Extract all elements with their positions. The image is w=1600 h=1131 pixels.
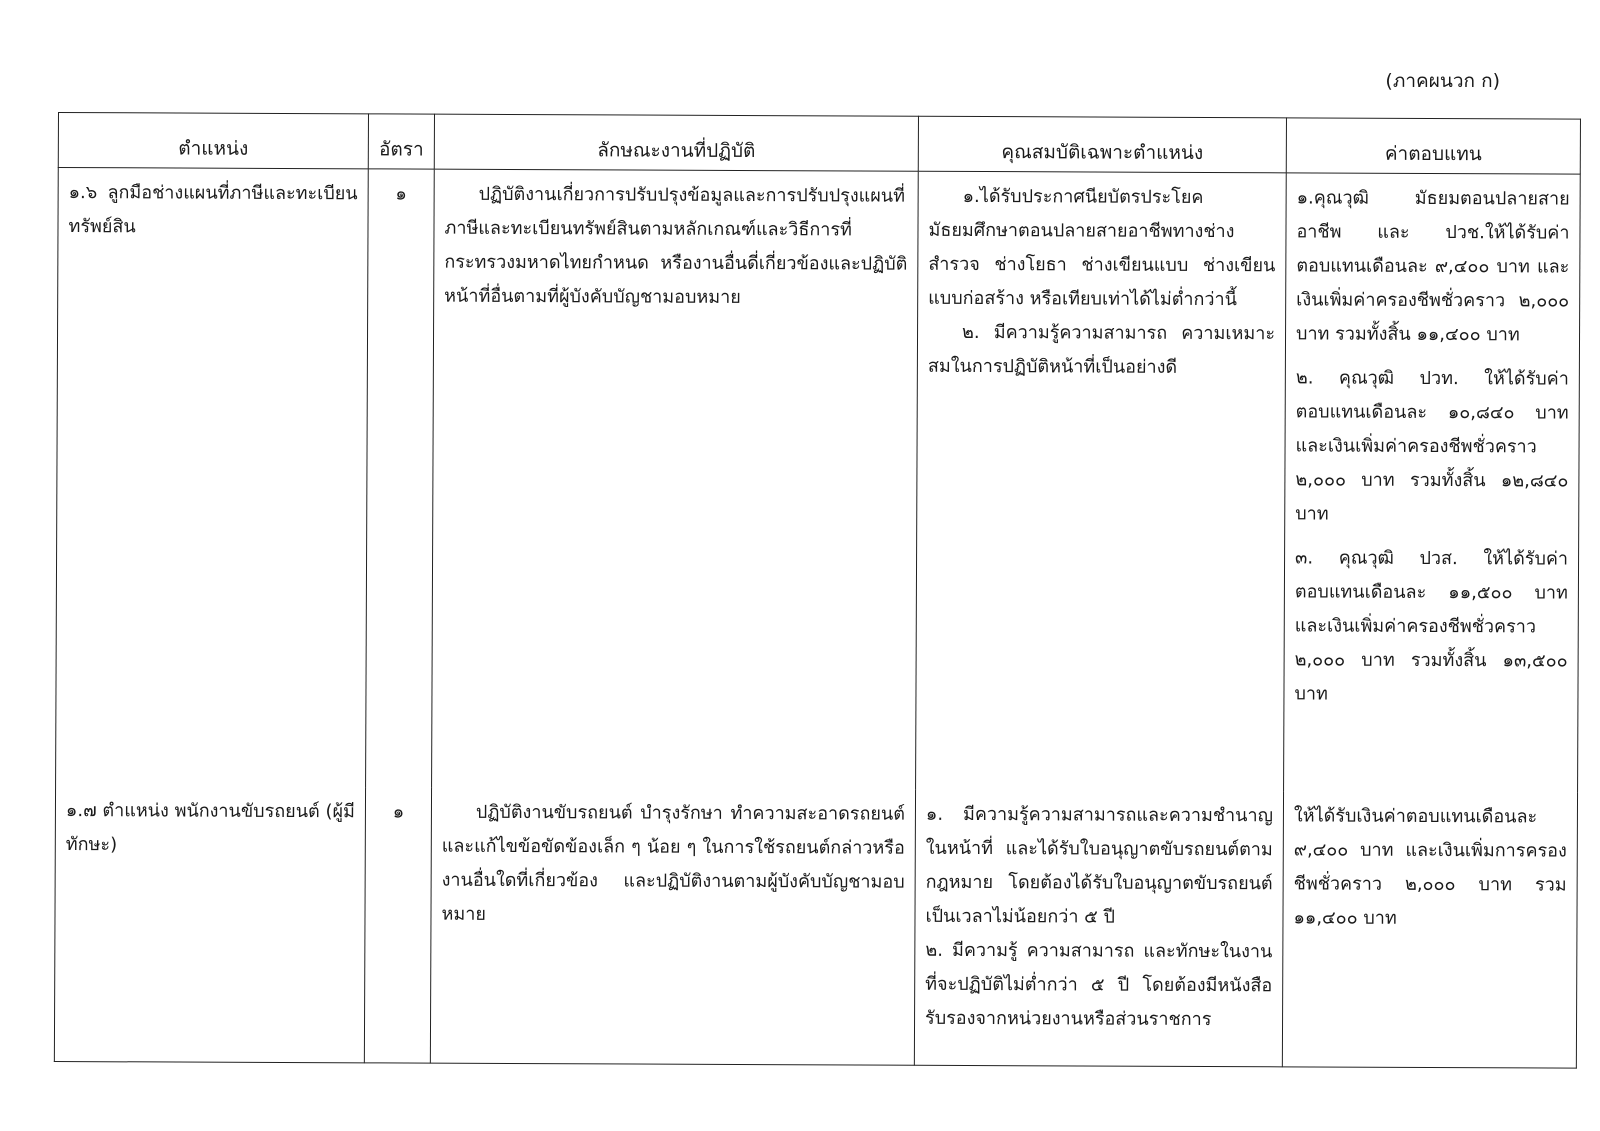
duties-cell <box>430 788 915 1066</box>
rate-cell: ๑ <box>366 169 435 788</box>
duties-cell <box>432 169 919 790</box>
header-position: ตำแหน่ง <box>58 113 368 169</box>
compensation-item: ให้ได้รับเงินค่าตอบแทนเดือนละ ๙,๔๐๐ บาท และเงินเพิ่มการครองชีพชั่วคราว ๒,๐๐๐ บาท รวม ๑๑,๔๐๐ บาท <box>1293 805 1567 929</box>
qualification-item: ๒. มีความรู้ความสามารถ ความเหมาะสมในการปฏิบัติหน้าที่เป็นอย่างดี <box>927 321 1276 378</box>
compensation-cell <box>1284 173 1581 793</box>
qualifications-cell <box>916 171 1287 791</box>
header-compensation: ค่าตอบแทน <box>1286 118 1580 174</box>
duties-text: ปฏิบัติงานเกี่ยวการปรับปรุงข้อมูลและการปรับปรุงแผนที่ ภาษีและทะเบียนทรัพย์สินตามหลักเกณฑ์และวิธีการที่กระทรวงมหาดไทยกำหนด หรืองานอื่นดี่เกี่ยวข้องและปฏิบัติหน้าที่อื่นตามที่ผู้บังคับบัญชามอบหมาย <box>444 183 908 308</box>
table-row <box>56 168 1581 793</box>
header-rate: อัตรา <box>368 114 434 169</box>
table-row <box>54 786 1577 1068</box>
position-cell: ๑.๗ ตำแหน่ง พนักงานขับรถยนต์ (ผู้มีทักษะ) <box>54 786 365 1063</box>
rate-cell: ๑ <box>364 787 431 1063</box>
qualification-item: ๑. มีความรู้ความสามารถและความชำนาญในหน้าที่ และได้รับใบอนุญาตขับรถยนต์ตามกฎหมาย โดยต้องได้รับใบอนุญาตขับรถยนต์เป็นเวลาไม่น้อยกว่า ๕ ปี <box>925 803 1273 928</box>
compensation-cell <box>1282 791 1577 1068</box>
compensation-item: ๒. คุณวุฒิ ปวท. ให้ได้รับค่าตอบแทนเดือนละ ๑๐,๘๔๐ บาท และเงินเพิ่มค่าครองชีพชั่วคราว ๒,๐๐๐ บาท รวมทั้งสิ้น ๑๒,๘๔๐ บาท <box>1295 367 1569 525</box>
table-header-row <box>58 113 1580 175</box>
qualification-item: ๑.ได้รับประกาศนียบัตรประโยคมัธยมศึกษาตอนปลายสายอาชีพทางช่างสำรวจ ช่างโยธา ช่างเขียนแบบ ช่างเขียนแบบก่อสร้าง หรือเทียบเท่าได้ไม่ต่ำกว่านี้ <box>928 185 1276 311</box>
appendix-label: (ภาคผนวก ก) <box>1385 70 1500 92</box>
positions-table <box>54 112 1581 1069</box>
position-cell: ๑.๖ ลูกมือช่างแผนที่ภาษีและทะเบียนทรัพย์สิน <box>56 168 369 788</box>
qualifications-cell <box>914 790 1283 1067</box>
qualification-item: ๒. มีความรู้ ความสามารถ และทักษะในงานที่จะปฏิบัติไม่ต่ำกว่า ๕ ปี โดยต้องมีหนังสือรับรองจากหน่วยงานหรือส่วนราชการ <box>925 939 1273 1031</box>
header-qualifications: คุณสมบัติเฉพาะตำแหน่ง <box>918 116 1286 173</box>
compensation-item: ๑.คุณวุฒิ มัธยมตอนปลายสายอาชีพ และ ปวช.ให้ได้รับค่าตอบแทนเดือนละ ๙,๔๐๐ บาท และเงินเพิ่มค่าครองชีพชั่วคราว ๒,๐๐๐ บาท รวมทั้งสิ้น ๑๑,๔๐๐ บาท <box>1295 187 1570 346</box>
duties-text: ปฏิบัติงานขับรถยนต์ บำรุงรักษา ทำความสะอาดรถยนต์และแก้ไขข้อขัดข้องเล็ก ๆ น้อย ๆ ในการใช้รถยนต์กล่าวหรืองานอื่นใดที่เกี่ยวข้อง และปฏิบัติงานตามผู้บังคับบัญชามอบหมาย <box>441 801 905 925</box>
compensation-item: ๓. คุณวุฒิ ปวส. ให้ได้รับค่าตอบแทนเดือนละ ๑๑,๕๐๐ บาท และเงินเพิ่มค่าครองชีพชั่วคราว ๒,๐๐๐ บาท รวมทั้งสิ้น ๑๓,๕๐๐ บาท <box>1294 547 1569 705</box>
header-duties: ลักษณะงานที่ปฏิบัติ <box>434 114 918 171</box>
